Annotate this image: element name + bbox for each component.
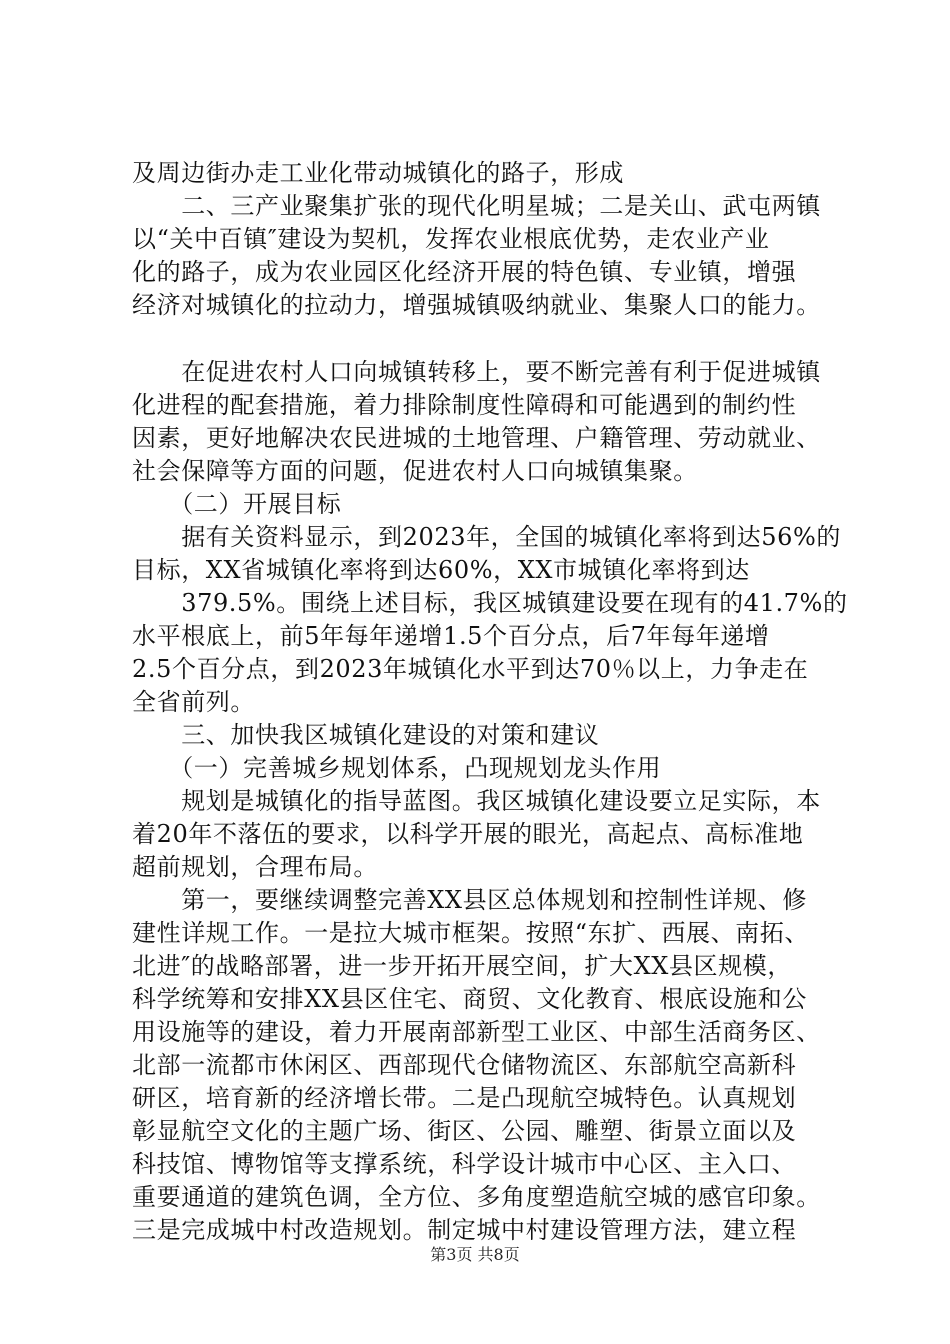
- paragraph-line: 全省前列。: [132, 688, 255, 716]
- paragraph-line: 超前规划，合理布局。: [132, 853, 378, 881]
- paragraph-line: 社会保障等方面的问题，促进农村人口向城镇集聚。: [132, 457, 698, 485]
- paragraph-line: 科学统筹和安排XX县区住宅、商贸、文化教育、根底设施和公: [132, 985, 807, 1013]
- paragraph-line: 水平根底上，前5年每年递增1.5个百分点，后7年每年递增: [132, 622, 770, 650]
- paragraph-line: 北进″的战略部署，进一步开拓开展空间，扩大XX县区规模，: [132, 952, 792, 980]
- paragraph-line: 着20年不落伍的要求，以科学开展的眼光，高起点、高标准地: [132, 820, 804, 848]
- paragraph-line: （一）完善城乡规划体系，凸现规划龙头作用: [132, 754, 662, 782]
- paragraph-line: 目标，XX省城镇化率将到达60%，XX市城镇化率将到达: [132, 556, 750, 584]
- paragraph-line: 化进程的配套措施，着力排除制度性障碍和可能遇到的制约性: [132, 391, 797, 419]
- paragraph-line: 379.5%。围绕上述目标，我区城镇建设要在现有的41.7%的: [132, 589, 848, 617]
- paragraph-line: 彰显航空文化的主题广场、街区、公园、雕塑、街景立面以及: [132, 1117, 797, 1145]
- paragraph-line: 经济对城镇化的拉动力，增强城镇吸纳就业、集聚人口的能力。: [132, 291, 821, 319]
- paragraph-line: 规划是城镇化的指导蓝图。我区城镇化建设要立足实际，本: [132, 787, 821, 815]
- paragraph-line: 用设施等的建设，着力开展南部新型工业区、中部生活商务区、: [132, 1018, 821, 1046]
- paragraph-line: 2.5个百分点，到2023年城镇化水平到达70％以上，力争走在: [132, 655, 809, 683]
- paragraph-line: 第一，要继续调整完善XX县区总体规划和控制性详规、修: [132, 886, 807, 914]
- page-footer: 第3页 共8页: [430, 1245, 520, 1264]
- paragraph-line: 以“关中百镇″建设为契机，发挥农业根底优势，走农业产业: [132, 225, 770, 253]
- paragraph-line: 二、三产业聚集扩张的现代化明星城；二是关山、武屯两镇: [132, 192, 821, 220]
- paragraph-line: 据有关资料显示，到2023年，全国的城镇化率将到达56%的: [132, 523, 842, 551]
- paragraph-line: （二）开展目标: [132, 490, 342, 518]
- paragraph-line: 三是完成城中村改造规划。制定城中村建设管理方法，建立程: [132, 1216, 797, 1244]
- paragraph-line: 建性详规工作。一是拉大城市框架。按照“东扩、西展、南拓、: [132, 919, 810, 947]
- paragraph-line: 因素，更好地解决农民进城的土地管理、户籍管理、劳动就业、: [132, 424, 821, 452]
- paragraph-line: 北部一流都市休闲区、西部现代仓储物流区、东部航空高新科: [132, 1051, 797, 1079]
- paragraph-line: 化的路子，成为农业园区化经济开展的特色镇、专业镇，增强: [132, 258, 797, 286]
- paragraph-line: 重要通道的建筑色调，全方位、多角度塑造航空城的感官印象。: [132, 1183, 821, 1211]
- paragraph-line: 在促进农村人口向城镇转移上，要不断完善有利于促进城镇: [132, 358, 821, 386]
- paragraph-line: 研区，培育新的经济增长带。二是凸现航空城特色。认真规划: [132, 1084, 797, 1112]
- paragraph-line: 科技馆、博物馆等支撑系统，科学设计城市中心区、主入口、: [132, 1150, 797, 1178]
- paragraph-line: 三、加快我区城镇化建设的对策和建议: [132, 721, 600, 749]
- paragraph-line: 及周边街办走工业化带动城镇化的路子，形成: [132, 159, 624, 187]
